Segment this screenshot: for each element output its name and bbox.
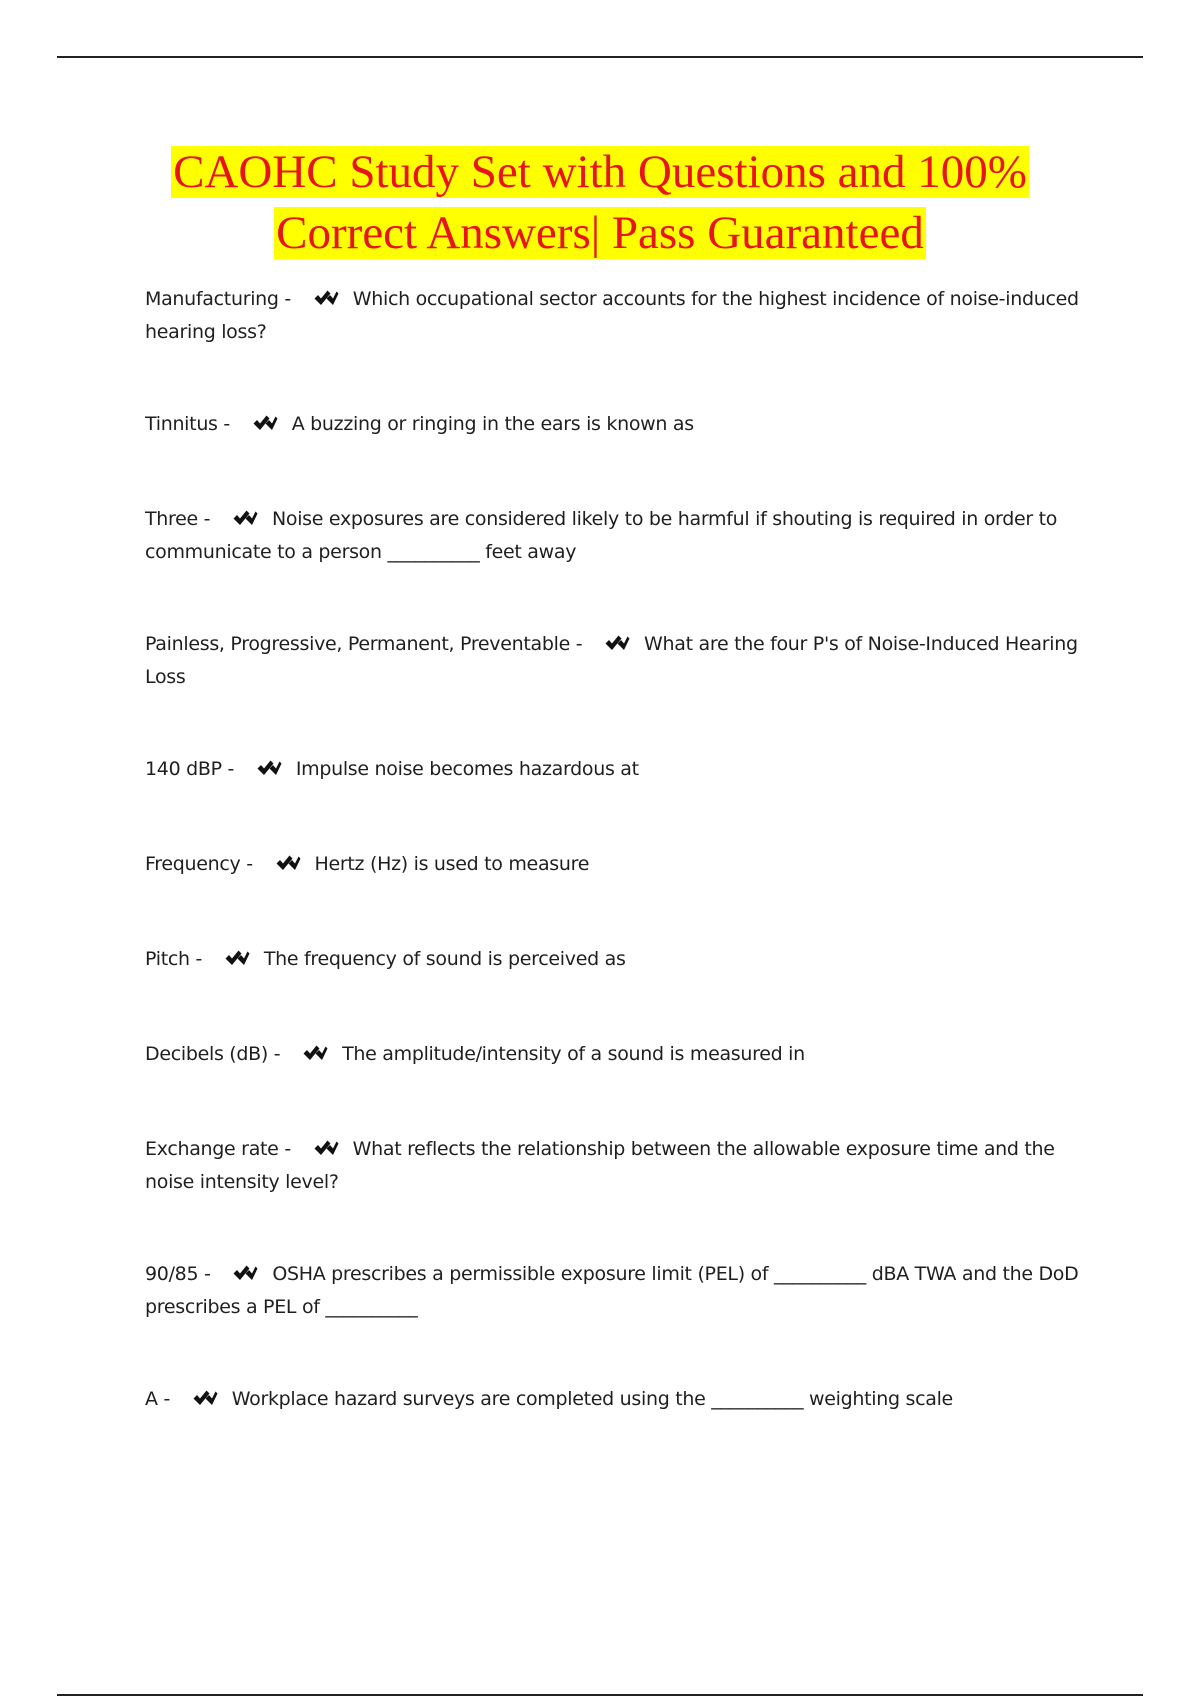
header-rule [57,56,1143,58]
answer-text: Pitch [145,948,190,970]
qa-item [145,504,1090,567]
qa-item [145,629,1090,692]
qa-item [145,849,1090,882]
double-check-icon [592,632,642,662]
answer-text: 90/85 [145,1263,199,1285]
answer-text: Painless, Progressive, Permanent, Preventable [145,633,570,655]
double-check-icon [180,1387,230,1417]
double-check-icon [263,852,313,882]
qa-item [145,1134,1090,1197]
answer-text: Frequency [145,853,241,875]
title-line-1: CAOHC Study Set with Questions and 100% [173,146,1027,198]
title-line-2: Correct Answers| Pass Guaranteed [276,207,924,259]
qa-item [145,409,1090,442]
qa-item [145,1259,1090,1322]
answer-text: Decibels (dB) [145,1043,269,1065]
question-text: A buzzing or ringing in the ears is known as [291,413,694,435]
qa-item [145,944,1090,977]
qa-item [145,1039,1090,1072]
footer-rule [57,1694,1143,1696]
qa-item [145,284,1090,347]
answer-text: Three [145,508,198,530]
separator: - [221,758,240,780]
double-check-icon [240,412,290,442]
separator: - [189,948,208,970]
answer-text: Manufacturing [145,288,279,310]
separator: - [570,633,589,655]
question-text: The amplitude/intensity of a sound is measured in [342,1043,805,1065]
question-text: Impulse noise becomes hazardous at [295,758,639,780]
question-text: What reflects the relationship between the allowable exposure time and the noise intensity level? [145,1138,1055,1193]
double-check-icon [290,1042,340,1072]
question-text: Which occupational sector accounts for the highest incidence of noise-induced hearing loss? [145,288,1079,343]
separator: - [217,413,236,435]
qa-list [145,284,1090,1417]
question-text: Workplace hazard surveys are completed using the __________ weighting scale [231,1388,953,1410]
double-check-icon [220,1262,270,1292]
separator: - [240,853,259,875]
qa-item [145,754,1090,787]
question-text: Hertz (Hz) is used to measure [314,853,590,875]
double-check-icon [301,1137,351,1167]
double-check-icon [244,757,294,787]
separator: - [278,288,297,310]
double-check-icon [301,287,351,317]
answer-text: Tinnitus [145,413,218,435]
separator: - [268,1043,287,1065]
separator: - [197,508,216,530]
double-check-icon [220,507,270,537]
question-text: The frequency of sound is perceived as [263,948,626,970]
qa-item [145,1384,1090,1417]
answer-text: 140 dBP [145,758,222,780]
answer-text: A [145,1388,158,1410]
question-text: What are the four P's of Noise-Induced Hearing Loss [145,633,1078,688]
separator: - [198,1263,217,1285]
answer-text: Exchange rate [145,1138,279,1160]
question-text: OSHA prescribes a permissible exposure limit (PEL) of __________ dBA TWA and the DoD prescribes a PEL of __________ [145,1263,1079,1318]
separator: - [278,1138,297,1160]
separator: - [157,1388,176,1410]
double-check-icon [212,947,262,977]
question-text: Noise exposures are considered likely to be harmful if shouting is required in order to communicate to a person __________ feet away [145,508,1058,563]
page-title [60,142,1140,264]
